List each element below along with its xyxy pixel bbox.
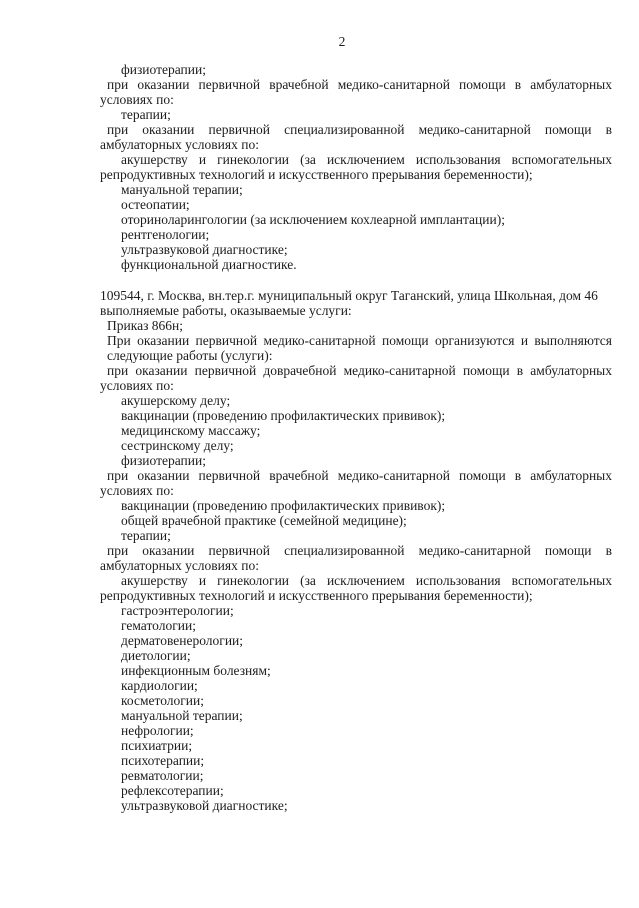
- text-line: кардиологии;: [121, 678, 198, 693]
- page-number: 2: [338, 34, 346, 49]
- text-line: терапии;: [121, 528, 171, 543]
- text-line: условиях по:: [100, 483, 174, 498]
- text-line: сестринскому делу;: [121, 438, 234, 453]
- services-block-1: [100, 62, 612, 272]
- text-line: амбулаторных условиях по:: [100, 558, 259, 573]
- text-line: косметологии;: [121, 693, 205, 708]
- text-line: ревматологии;: [121, 768, 204, 783]
- text-line: акушерству и гинекологии (за исключением использования вспомогательных: [121, 573, 612, 588]
- text-line: при оказании первичной специализированной медико-санитарной помощи в: [107, 543, 612, 558]
- text-line: медицинскому массажу;: [121, 423, 261, 438]
- text-line: при оказании первичной врачебной медико-санитарной помощи в амбулаторных: [107, 468, 612, 483]
- text-line: диетологии;: [121, 648, 191, 663]
- text-line: мануальной терапии;: [121, 708, 243, 723]
- text-line: инфекционным болезням;: [121, 663, 271, 678]
- text-line: 109544, г. Москва, вн.тер.г. муниципальный округ Таганский, улица Школьная, дом 46: [100, 288, 598, 303]
- text-line: при оказании первичной специализированной медико-санитарной помощи в: [107, 122, 612, 137]
- text-line: физиотерапии;: [121, 62, 206, 77]
- text-line: терапии;: [121, 107, 171, 122]
- text-line: акушерству и гинекологии (за исключением использования вспомогательных: [121, 152, 612, 167]
- text-line: амбулаторных условиях по:: [100, 137, 259, 152]
- text-line: оториноларингологии (за исключением кохлеарной имплантации);: [121, 212, 505, 227]
- text-line: ультразвуковой диагностике;: [121, 798, 288, 813]
- text-line: репродуктивных технологий и искусственного прерывания беременности);: [100, 588, 533, 603]
- text-line: вакцинации (проведению профилактических прививок);: [121, 408, 446, 423]
- text-line: нефрологии;: [121, 723, 194, 738]
- text-line: физиотерапии;: [121, 453, 206, 468]
- text-line: психотерапии;: [121, 753, 205, 768]
- text-line: мануальной терапии;: [121, 182, 243, 197]
- text-line: следующие работы (услуги):: [107, 348, 273, 363]
- text-line: вакцинации (проведению профилактических прививок);: [121, 498, 446, 513]
- text-line: ультразвуковой диагностике;: [121, 242, 288, 257]
- text-line: репродуктивных технологий и искусственного прерывания беременности);: [100, 167, 533, 182]
- text-line: рентгенологии;: [121, 227, 210, 242]
- text-line: при оказании первичной врачебной медико-санитарной помощи в амбулаторных: [107, 77, 612, 92]
- text-line: дерматовенерологии;: [121, 633, 244, 648]
- text-line: при оказании первичной доврачебной медико-санитарной помощи в амбулаторных: [107, 363, 612, 378]
- text-line: условиях по:: [100, 378, 174, 393]
- text-line: общей врачебной практике (семейной медицине);: [121, 513, 407, 528]
- text-line: функциональной диагностике.: [121, 257, 297, 272]
- text-line: психиатрии;: [121, 738, 193, 753]
- text-line: гастроэнтерологии;: [121, 603, 234, 618]
- text-line: Приказ 866н;: [107, 318, 184, 333]
- text-line: остеопатии;: [121, 197, 190, 212]
- text-line: условиях по:: [100, 92, 174, 107]
- text-line: При оказании первичной медико-санитарной помощи организуются и выполняются: [107, 333, 612, 348]
- document-content: [100, 62, 612, 813]
- text-line: гематологии;: [121, 618, 196, 633]
- text-line: рефлексотерапии;: [121, 783, 224, 798]
- text-line: выполняемые работы, оказываемые услуги:: [100, 303, 352, 318]
- text-line: акушерскому делу;: [121, 393, 231, 408]
- services-block-2: [100, 288, 612, 813]
